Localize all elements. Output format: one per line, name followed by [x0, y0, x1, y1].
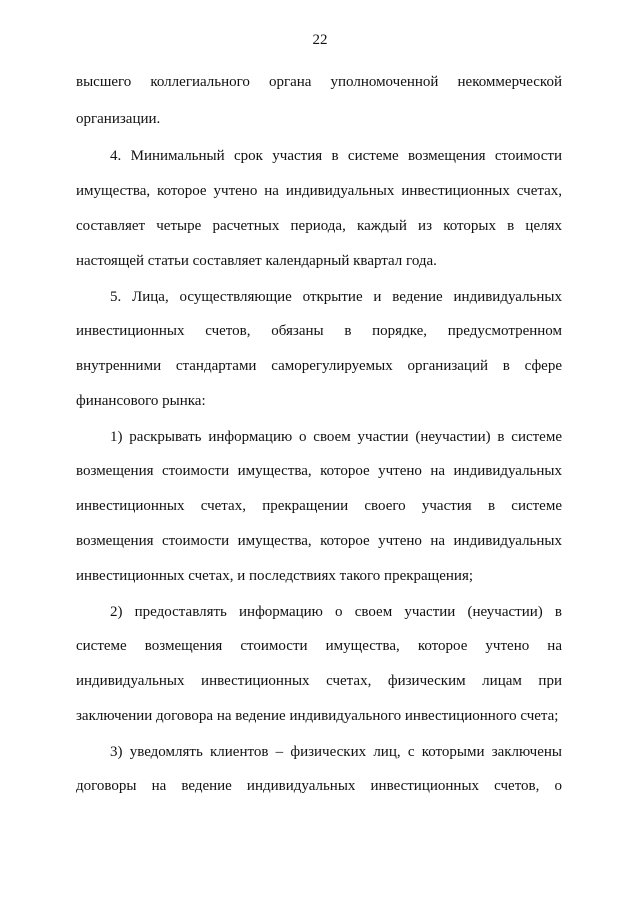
text-line: договоры на ведение индивидуальных инвестиционных счетов, о [76, 778, 562, 794]
text-line: инвестиционных счетах, и последствиях такого прекращения; [76, 568, 474, 584]
text-line: составляет четыре расчетных периода, каждый из которых в целях [76, 218, 562, 234]
text-line: возмещения стоимости имущества, которое учтено на индивидуальных [76, 533, 562, 549]
text-line: организации. [76, 111, 161, 127]
text-line: индивидуальных инвестиционных счетах, физическим лицам при [76, 673, 562, 689]
text-line: финансового рынка: [76, 393, 206, 409]
text-line: заключении договора на ведение индивидуального инвестиционного счета; [76, 708, 559, 724]
page-number: 22 [312, 32, 328, 48]
text-line: имущества, которое учтено на индивидуальных инвестиционных счетах, [76, 183, 562, 199]
text-line: инвестиционных счетах, прекращении своего участия в системе [76, 498, 562, 514]
paragraph-4-start: 4. Минимальный срок участия в системе возмещения стоимости [110, 148, 562, 164]
text-line: внутренними стандартами саморегулируемых организаций в сфере [76, 358, 562, 374]
text-line: системе возмещения стоимости имущества, которое учтено на [76, 638, 562, 654]
item-1-start: 1) раскрывать информацию о своем участии (неучастии) в системе [110, 429, 562, 445]
item-3-start: 3) уведомлять клиентов – физических лиц, с которыми заключены [110, 744, 562, 760]
text-line: настоящей статьи составляет календарный квартал года. [76, 253, 437, 269]
text-line: возмещения стоимости имущества, которое учтено на индивидуальных [76, 463, 562, 479]
text-line: высшего коллегиального органа уполномоченной некоммерческой [76, 74, 562, 90]
text-line: инвестиционных счетов, обязаны в порядке, предусмотренном [76, 323, 562, 339]
item-2-start: 2) предоставлять информацию о своем участии (неучастии) в [110, 604, 562, 620]
paragraph-5-start: 5. Лица, осуществляющие открытие и ведение индивидуальных [110, 289, 562, 305]
